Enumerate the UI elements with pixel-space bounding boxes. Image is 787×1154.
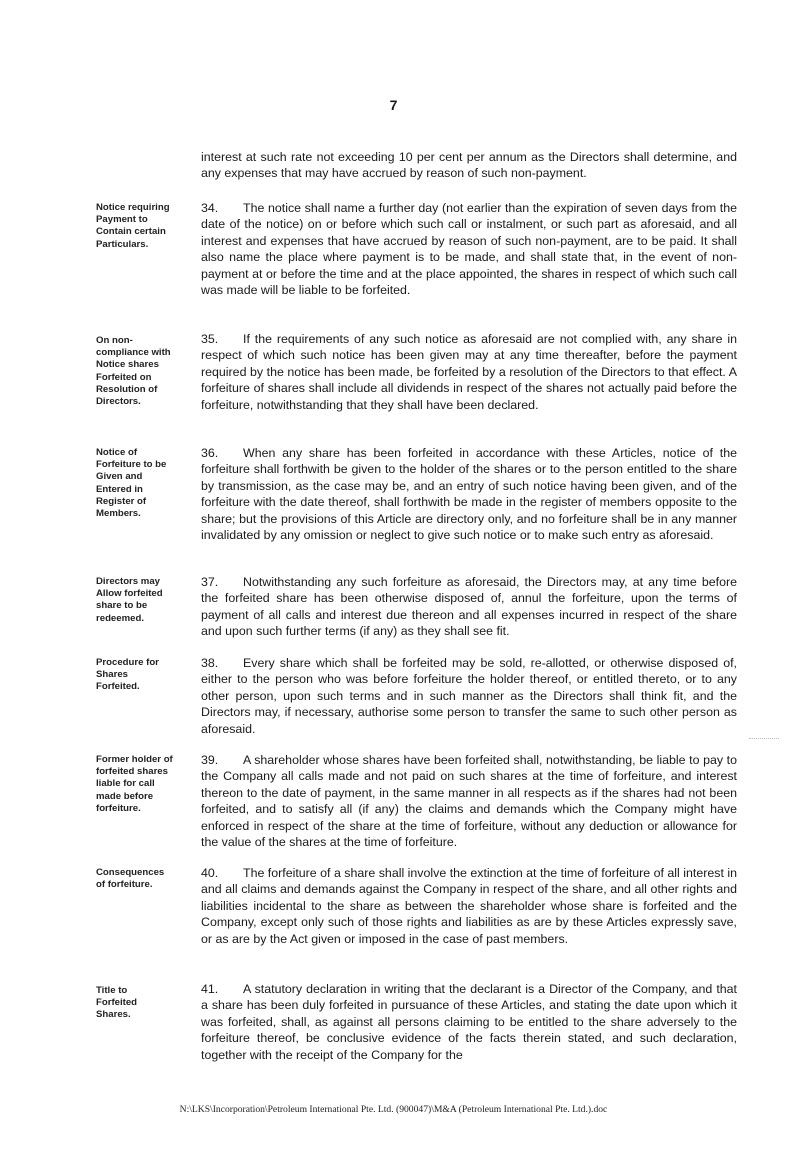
article-body — [201, 981, 737, 1063]
footer-file-path: N:\LKS\Incorporation\Petroleum International Pte. Ltd. (900047)\M&A (Petroleum International Pte. Ltd.).doc — [179, 1104, 608, 1115]
article-body — [201, 200, 737, 298]
article-text: Notwithstanding any such forfeiture as aforesaid, the Directors may, at any time before the forfeited share has been otherwise disposed of, annul the forfeiture, upon the terms of payment of all calls and interest due thereon and all expenses incurred in respect of the share and upon such further terms (if any) as they shall see fit. — [201, 575, 737, 639]
margin-note: Directors may Allow forfeited share to be redeemed. — [96, 576, 163, 624]
article-number: 40. — [201, 866, 219, 880]
page-number: 7 — [389, 97, 398, 113]
article-body — [201, 752, 737, 850]
article-number: 36. — [201, 446, 219, 460]
article-text: Every share which shall be forfeited may be sold, re-allotted, or otherwise disposed of, either to the person who was before forfeiture the holder thereof, or entitled thereto, or to any other person, upon such terms and in such manner as the Directors shall think fit, and the Directors may, if necessary, authorise some person to transfer the same to such other person as aforesaid. — [201, 656, 737, 736]
article-number: 41. — [201, 982, 219, 996]
article-text: If the requirements of any such notice as aforesaid are not complied with, any share in respect of which such notice has been given may at any time thereafter, before the payment required by the notice has been made, be forfeited by a resolution of the Directors to that effect. A forfeiture of shares shall include all dividends in respect of the shares not actually paid before the forfeiture, notwithstanding that they shall have been declared. — [201, 332, 737, 412]
article-body — [201, 865, 737, 947]
article-text: The forfeiture of a share shall involve the extinction at the time of forfeiture of all interest in and all claims and demands against the Company in respect of the share, and all other rights and liabilities incidental to the share as between the shareholder whose share is forfeited and the Company, except only such of those rights and liabilities as are by these Articles expressly save, or as are by the Act given or imposed in the case of past members. — [201, 866, 737, 946]
article-number: 37. — [201, 575, 219, 589]
margin-note: Procedure for Shares Forfeited. — [96, 657, 159, 693]
margin-note: On non-compliance with Notice shares Forfeited on Resolution of Directors. — [96, 335, 171, 408]
margin-note: Notice of Forfeiture to be Given and Entered in Register of Members. — [96, 447, 167, 520]
intro-paragraph: interest at such rate not exceeding 10 per cent per annum as the Directors shall determine, and any expenses that may have accrued by reason of such non-payment. — [201, 150, 737, 181]
article-text: When any share has been forfeited in accordance with these Articles, notice of the forfeiture shall forthwith be given to the holder of the shares or to the person entitled to the share by transmission, as the case may be, and an entry of such notice having been given, and of the forfeiture with the date thereof, shall forthwith be made in the register of members opposite to the share; but the provisions of this Article are directory only, and no forfeiture shall be in any manner invalidated by any omission or neglect to give such notice or to make such entry as aforesaid. — [201, 446, 737, 543]
article-number: 39. — [201, 753, 219, 767]
article-number: 35. — [201, 332, 219, 346]
margin-note: Former holder of forfeited shares liable for call made before forfeiture. — [96, 754, 173, 814]
article-text: A statutory declaration in writing that the declarant is a Director of the Company, and that a share has been duly forfeited in pursuance of these Articles, and stating the date upon which it was forfeited, shall, as against all persons claiming to be entitled to the share adversely to the forfeiture thereof, be conclusive evidence of the facts therein stated, and such declaration, together with the receipt of the Company for the — [201, 982, 737, 1062]
article-body — [201, 655, 737, 737]
margin-note: Notice requiring Payment to Contain certain Particulars. — [96, 202, 170, 250]
article-number: 34. — [201, 201, 219, 215]
article-body — [201, 445, 737, 543]
margin-note: Consequences of forfeiture. — [96, 867, 165, 891]
margin-note: Title to Forfeited Shares. — [96, 985, 138, 1021]
article-text: A shareholder whose shares have been forfeited shall, notwithstanding, be liable to pay to the Company all calls made and not paid on such shares at the time of forfeiture, and interest thereon to the date of payment, in the same manner in all respects as if the shares had not been forfeited, and to satisfy all (if any) the claims and demands which the Company might have enforced in respect of the share at the time of forfeiture, without any deduction or allowance for the value of the shares at the time of forfeiture. — [201, 753, 737, 850]
article-text: The notice shall name a further day (not earlier than the expiration of seven days from the date of the notice) on or before which such call or instalment, or such part as aforesaid, and all interest and expenses that have accrued by reason of such non-payment, are to be paid. It shall also name the place where payment is to be made, and shall state that, in the event of non-payment at or before the time and at the place appointed, the shares in respect of which such call was made will be liable to be forfeited. — [201, 201, 737, 298]
article-body — [201, 574, 737, 640]
article-number: 38. — [201, 656, 219, 670]
article-body — [201, 331, 737, 413]
scan-speck — [749, 738, 779, 741]
